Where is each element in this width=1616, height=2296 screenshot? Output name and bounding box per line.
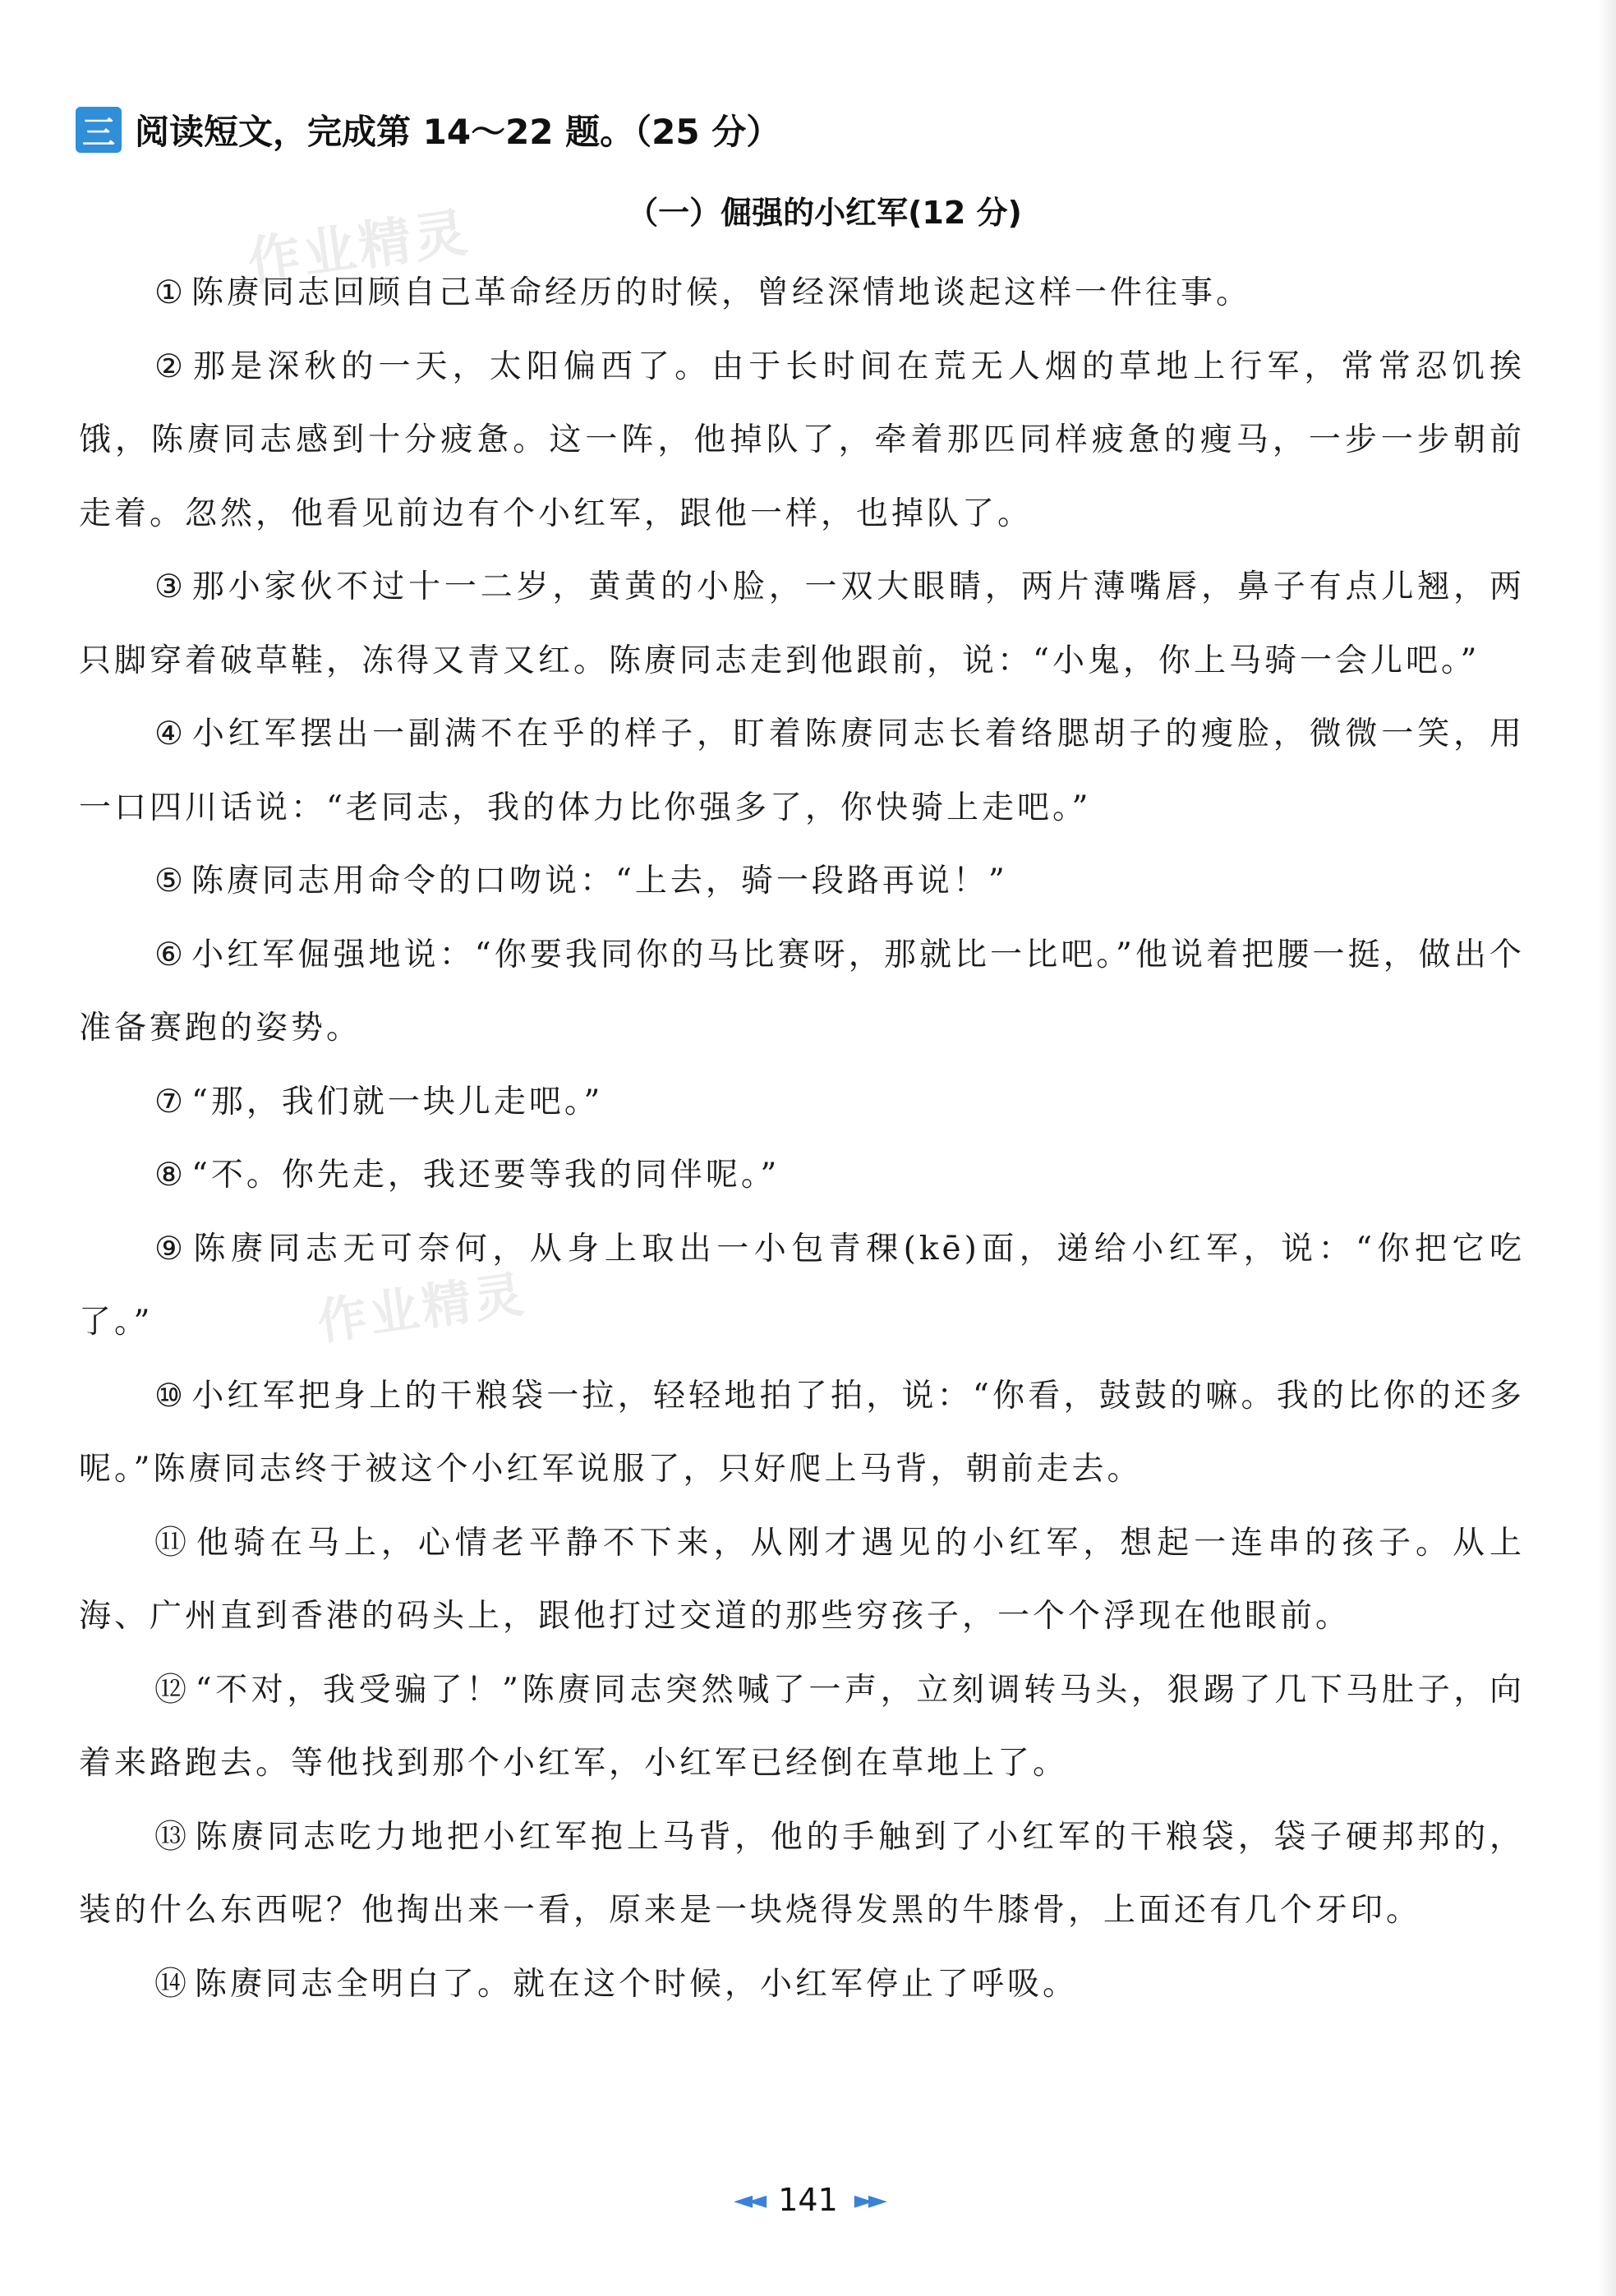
passage-body xyxy=(79,256,1525,2021)
paragraph-number: ⑦ xyxy=(154,1083,183,1120)
paragraph-text: 小红军把身上的干粮袋一拉，轻轻地拍了拍，说：“你看，鼓鼓的嘛。我的比你的还多呢。”陈赓同志终于被这个小红军说服了，只好爬上马背，朝前走去。 xyxy=(79,1377,1525,1488)
paragraph-number: ⑫ xyxy=(154,1671,187,1709)
paragraph-number: ③ xyxy=(154,568,184,605)
watermark: 作业精灵 xyxy=(314,1265,531,1352)
paragraph-number: ① xyxy=(154,274,183,311)
paragraph-text: 陈赓同志用命令的口吻说：“上去，骑一段路再说！” xyxy=(191,863,1008,900)
paragraph-text: 那小家伙不过十一二岁，黄黄的小脸，一双大眼睛，两片薄嘴唇，鼻子有点儿翘，两只脚穿着破草鞋，冻得又青又红。陈赓同志走到他跟前，说：“小鬼，你上马骑一会儿吧。” xyxy=(79,568,1525,679)
watermark: 作业精灵 xyxy=(244,202,474,294)
paragraph xyxy=(79,1507,1525,1654)
paragraph-text: 小红军摆出一副满不在乎的样子，盯着陈赓同志长着络腮胡子的瘦脸，微微一笑，用一口四川话说：“老同志，我的体力比你强多了，你快骑上走吧。” xyxy=(79,715,1525,826)
passage-title: （一）倔强的小红军(12 分) xyxy=(627,195,1022,231)
paragraph-number: ⑬ xyxy=(154,1818,187,1856)
paragraph-text: “不对，我受骗了！”陈赓同志突然喊了一声，立刻调转马头，狠踢了几下马肚子，向着来路跑去。等他找到那个小红军，小红军已经倒在草地上了。 xyxy=(79,1671,1525,1782)
paragraph-number: ⑪ xyxy=(154,1524,188,1562)
paragraph xyxy=(79,256,1525,330)
paragraph xyxy=(79,1139,1525,1212)
paragraph xyxy=(79,1654,1525,1801)
page-footer xyxy=(0,2182,1616,2218)
paragraph xyxy=(79,1212,1525,1360)
paragraph-number: ⑭ xyxy=(154,1965,187,2003)
paragraph-number: ④ xyxy=(154,715,184,752)
paragraph-text: 陈赓同志无可奈何，从身上取出一小包青稞(kē)面，递给小红军，说：“你把它吃了。” xyxy=(79,1230,1525,1341)
paragraph xyxy=(79,697,1525,844)
paragraph-number: ⑩ xyxy=(154,1377,184,1415)
paragraph-number: ② xyxy=(154,347,186,385)
right-arrows-icon: ►► xyxy=(854,2185,882,2215)
paragraph-text: “那，我们就一块儿走吧。” xyxy=(191,1083,604,1120)
paragraph xyxy=(79,918,1525,1065)
paragraph xyxy=(79,1360,1525,1507)
paragraph-number: ⑨ xyxy=(154,1230,186,1268)
section-title: 阅读短文，完成第 14～22 题。（25 分） xyxy=(135,112,781,152)
paragraph-text: “不。你先走，我还要等我的同伴呢。” xyxy=(191,1157,780,1194)
paragraph-text: 他骑在马上，心情老平静不下来，从刚才遇见的小红军，想起一连串的孩子。从上海、广州直到香港的码头上，跟他打过交道的那些穷孩子，一个个浮现在他眼前。 xyxy=(79,1524,1525,1635)
paragraph xyxy=(79,1065,1525,1139)
section-header xyxy=(76,105,780,154)
paragraph-number: ⑥ xyxy=(154,936,184,973)
paragraph xyxy=(79,1948,1525,2022)
paragraph xyxy=(79,844,1525,918)
paragraph-number: ⑧ xyxy=(154,1157,183,1194)
paragraph-text: 陈赓同志回顾自己革命经历的时候，曾经深情地谈起这样一件往事。 xyxy=(191,274,1251,311)
paragraph-text: 陈赓同志全明白了。就在这个时候，小红军停止了呼吸。 xyxy=(195,1965,1079,2003)
page-number: 141 xyxy=(778,2182,838,2218)
paragraph-text: 那是深秋的一天，太阳偏西了。由于长时间在荒无人烟的草地上行军，常常忍饥挨饿，陈赓同志感到十分疲惫。这一阵，他掉队了，牵着那匹同样疲惫的瘦马，一步一步朝前走着。忽然，他看见前边有个小红军，跟他一样，也掉队了。 xyxy=(79,347,1525,532)
paragraph xyxy=(79,330,1525,551)
paragraph xyxy=(79,1801,1525,1948)
paragraph xyxy=(79,550,1525,697)
page-edge-shadow xyxy=(1598,0,1616,2296)
paragraph-number: ⑤ xyxy=(154,863,183,900)
left-arrows-icon: ◄◄ xyxy=(734,2185,762,2215)
section-number-badge: 三 xyxy=(76,107,122,153)
paragraph-text: 陈赓同志吃力地把小红军抱上马背，他的手触到了小红军的干粮袋，袋子硬邦邦的，装的什么东西呢？他掏出来一看，原来是一块烧得发黑的牛膝骨，上面还有几个牙印。 xyxy=(79,1818,1525,1929)
paragraph-text: 小红军倔强地说：“你要我同你的马比赛呀，那就比一比吧。”他说着把腰一挺，做出个准备赛跑的姿势。 xyxy=(79,936,1525,1047)
